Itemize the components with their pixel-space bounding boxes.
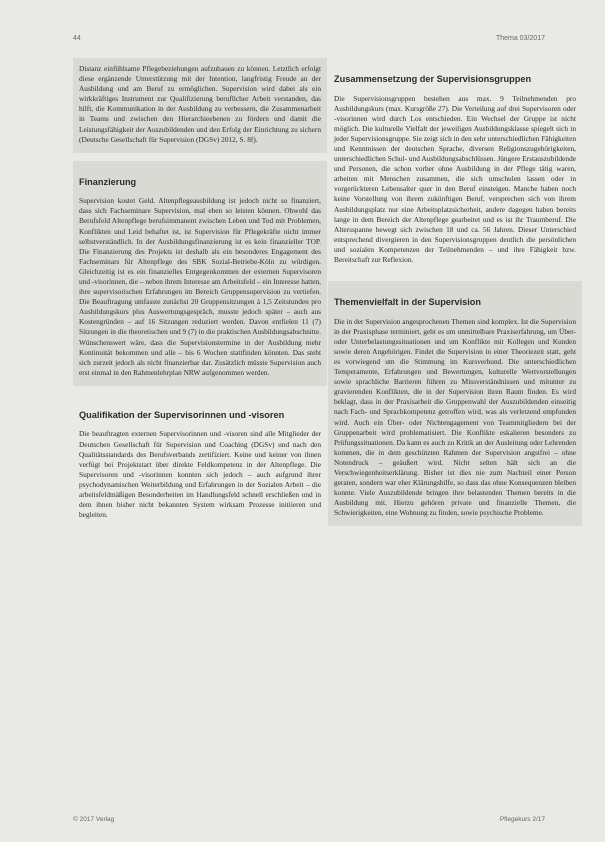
footer-right: Pflegekurs 2/17 [499,816,545,823]
financing-paragraph: Supervision kostet Geld. Altenpflegeausbildung ist jedoch nicht so finanziert, dass sich Fachseminare Supervision, mal eben so leisten können. Obwohl das Berufsfeld Altenpflege berufsimmanent zwischen Leben und Tod mit Problemen, Konflikten und Leid behaftet ist, ist Supervision für Pflegekräfte nicht immer selbstverständlich. In der Ausbildungsfinanzierung ist es kein finanzieller TOP. Die Finanzierung des Projekts ist deshalb als ein besonderes Engagement des Fachseminars für Altenpflege des SBK Sozial-Betriebe-Köln zu würdigen. Gleichzeitig ist es ein finanzielles Entgegenkommen der externen Supervisoren und -visorinnen, die – neben ihrem Interesse am Arbeitsfeld – ein Interesse hatten, ihre supervisorischen Erfahrungen im Bereich Gruppensupervision zu vertiefen. Die Beauftragung umfasste zunächst 20 Gruppensitzungen à 1,5 Zeitstunden pro Ausbildungskurs plus Auswertungsgespräch, musste jedoch später – auch aus Kostengründen – auf 16 Sitzungen reduziert werden. Davon entfielen 11 (7) Sitzungen in die theoretischen und 9 (7) in die praktischen Ausbildungsabschnitte. Wünschenswert wäre, dass die Supervisionstermine in der Ausbildung mehr Kontinuität bekommen und alle – bis 6 Wochen stattfinden könnten. Das steht sich zurzeit jedoch als nicht finanzierbar dar. Zusätzlich müsste Supervision auch erst einmal in den Rahmenlehrplan NRW aufgenommen werden. [79,196,321,377]
financing-box [73,161,327,386]
intro-box [73,58,327,153]
right-column [328,58,582,534]
composition-paragraph: Die Supervisionsgruppen bestehen aus max. 9 Teilnehmenden pro Ausbildungskurs (max. Kursgröße 27). Die Verteilung auf drei Supervisoren oder -visorinnen wird durch Los entschieden. Ein Wechsel der Gruppe ist nicht möglich. Die kulturelle Vielfalt der jeweiligen Ausbildungsklasse spiegelt sich in jeder Supervisionsgruppe. Sie zeigt sich in den sehr unterschiedlichen Fähigkeiten und Kenntnissen der deutschen Sprache, diversen Religionszugehörigkeiten, unterschiedlichen Schul- und Ausbildungsabschlüssen. Jüngere Erstauszubildende und Personen, die schon vorher ohne Ausbildung in der Pflege tätig waren, arbeiten mit Menschen zusammen, die sich umschulen lassen oder in vorgerückteren Lebensalter quer in den Beruf einsteigen. Manche haben noch keine Vorstellung von ihrem zukünftigen Beruf, versprechen sich von ihrem Ausbildungsplatz nur eine Arbeitsplatzsicherheit, andere dagegen haben bereits lange in dem Bereich der Altenpflege gearbeitet und es ist ihr Traumberuf. Die Altersspanne bewegt sich zwischen 18 und ca. 56 Jahren. Dieser Unterschied entsprechend divergieren in den Supervisionsgruppen deutlich die persönlichen und sozialen Kompetenzen der Teilnehmenden – und ihre Fähigkeit bzw. Bereitschaft zur Reflexion. [334,93,576,264]
journal-header: Thema 03/2017 [495,35,545,42]
section-heading-topics: Themenvielfalt in der Supervision [334,297,482,308]
page-number: 44 [73,35,81,42]
section-heading-qualification: Qualifikation der Supervisorinnen und -visoren [79,409,285,420]
topics-box [328,281,582,526]
left-column [73,58,327,536]
section-heading-financing: Finanzierung [79,176,137,187]
qualification-paragraph: Die beauftragten externen Supervisorinnen und -visoren sind alle Mitglieder der Deutschen Gesellschaft für Supervision und Coaching (DGSv) und nach den Qualitätsstandards des Berufsverbands zertifiziert. Keine und keiner von ihnen verfügt bei Projektstart über direkte Feldkompetenz in der Altenpflege. Die Supervisoren und -visorinnen konnten sich jedoch – auch aufgrund ihrer psychodynamischen Weiterbildung und Erfahrungen in der Sozialen Arbeit – die arbeitsfeldmäßigen Besonderheiten im Handlungsfeld schnell erschließen und in dem ihnen bisher nicht bekannten System wirksam Prozesse initiieren und begleiten. [79,429,321,520]
topics-paragraph: Die in der Supervision angesprochenen Themen sind komplex. Ist die Supervision in der Praxisphase terminiert, geht es um unmittelbare Praxiserfahrung, um Über- oder Unterbelastungssituationen und um Konflikte mit Kollegen und Kunden sowie deren Angehörigen. Findet die Supervision in einer Theoriezeit statt, geht es vorwiegend um die Stimmung im Kursverbund. Die unterschiedlichen Temperamente, Erfahrungen und Bewertungen, kulturelle Wertvorstellungen sowie sprachliche Barrieren führen zu Missverständnissen und mitunter zu gravierenden Konflikten, die in der Supervision ihren Raum finden. Es wird beklagt, dass in der Praxisarbeit die Gruppenwahl der Auszubildenden einseitig nach Fach- und Sprachkompetenz getroffen wird, was als verletzend empfunden wird. Auch ein Über- oder Nichtengagement von Teammitgliedern bei der Gruppenarbeit wird problematisiert. Die Konflikte eskalieren besonders zu Prüfungssituationen. Da kann es auch zu Kritik an der Ausleitung oder Lehrenden kommen, die in dem geschützten Rahmen der Supervision angstfrei – ohne Notendruck – geäußert wird. Nicht selten hält sich an die Verschwiegenheitserklärung. Bisher ist dies nie zum Nachteil einer Person geraten, sondern war eher Klärungshilfe, so dass das ohne Konsequenzen bleiben konnte. Viele Auszubildende bringen ihre belastenden Themen bereits in die Ausbildung mit. Hierzu gehören private und finanzielle Themen, die Schwierigkeiten, eine Wohnung zu finden, sowie psychische Probleme. [334,316,576,518]
section-heading-composition: Zusammensetzung der Supervisionsgruppen [334,74,532,84]
intro-paragraph: Distanz einfühlsame Pflegebeziehungen aufzubauen zu können. Letztlich erfolgt diese ergänzende Unterstützung mit der Intention, langfristig Freude an der Ausbildung und am Beruf zu ermöglichen. Supervision wird dabei als ein wirkkräftiges Instrument zur Qualifizierung beruflicher Arbeit verstanden, das hilft, die Kommunikation in der Ausbildung zu verbessern, die Zusammenarbeit in Teams und zwischen den Hierarchieebenen zu fördern und damit die Leistungsfähigkeit der Auszubildenden und den Erfolg der Einrichtung zu sichern (Deutsche Gesellschaft für Supervision (DGSv) 2012, S. 8f). [79,64,321,144]
composition-section [328,58,582,273]
qualification-section [73,394,327,528]
footer-left: © 2017 Verlag [73,816,115,823]
